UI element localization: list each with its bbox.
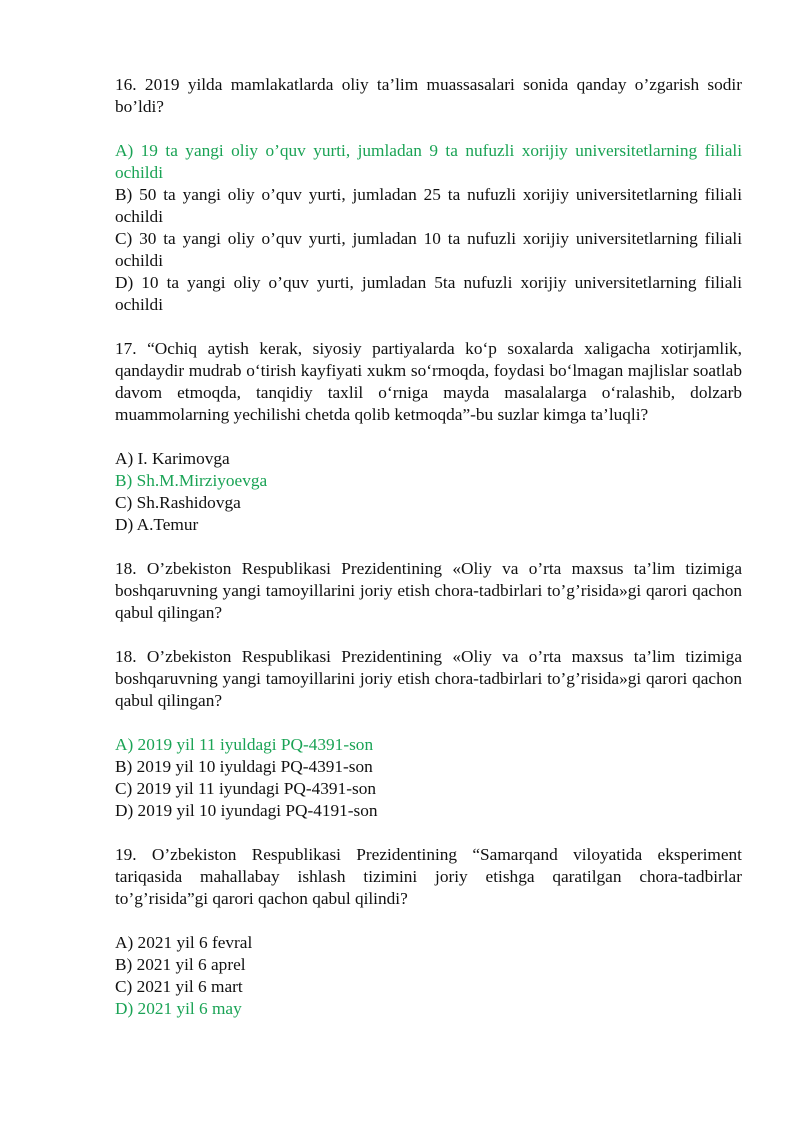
answer-option-correct: A) 2019 yil 11 iyuldagi PQ-4391-son — [115, 735, 374, 754]
answer-option-correct: A) 19 ta yangi oliy o’quv yurti, jumladan 9 ta nufuzli xorijiy universitetlarning filiali ochildi — [115, 141, 742, 182]
answer-option: A) 2021 yil 6 fevral — [115, 933, 253, 952]
question-block-16 — [115, 74, 742, 316]
answer-option: D) 2019 yil 10 iyundagi PQ-4191-son — [115, 801, 378, 820]
document-page — [115, 74, 742, 1042]
spacer — [115, 426, 742, 448]
answer-option-correct: B) Sh.M.Mirziyoevga — [115, 471, 268, 490]
question-text: 18. O’zbekiston Respublikasi Prezidentining «Oliy va o’rta maxsus ta’lim tizimiga boshqaruvning yangi tamoyillarini joriy etish chora-tadbirlari to’g’risida»gi qarori qachon qabul qilingan? — [115, 647, 742, 710]
spacer — [115, 910, 742, 932]
question-text: 19. O’zbekiston Respublikasi Prezidentining “Samarqand viloyatida eksperiment tariqasida mahallabay ishlash tizimini joriy etishga qaratilgan chora-tadbirlar to’g’risida”gi qarori qachon qabul qilindi? — [115, 845, 742, 908]
answer-option: C) Sh.Rashidovga — [115, 493, 241, 512]
question-text: 18. O’zbekiston Respublikasi Prezidentining «Oliy va o’rta maxsus ta’lim tizimiga boshqaruvning yangi tamoyillarini joriy etish chora-tadbirlari to’g’risida»gi qarori qachon qabul qilingan? — [115, 559, 742, 622]
answer-option: B) 2019 yil 10 iyuldagi PQ-4391-son — [115, 757, 373, 776]
question-text: 17. “Ochiq aytish kerak, siyosiy partiyalarda ko‘p soxalarda xaligacha xotirjamlik, qandaydir mudrab o‘tirish kayfiyati xukm so‘rmoqda, foydasi bo‘lmagan majlislar soatlab davom etmoqda, tanqidiy taxlil o‘rniga mayda masalalarga o‘ralashib, dolzarb muammolarning yechilishi chetda qolib ketmoqda”-bu suzlar kimga ta’luqli? — [115, 339, 742, 424]
answer-option: C) 2019 yil 11 iyundagi PQ-4391-son — [115, 779, 376, 798]
question-block-18-duplicate — [115, 558, 742, 624]
question-block-19 — [115, 844, 742, 1020]
question-block-17 — [115, 338, 742, 536]
spacer — [115, 118, 742, 140]
answer-option: D) 10 ta yangi oliy o’quv yurti, jumladan 5ta nufuzli xorijiy universitetlarning filiali ochildi — [115, 273, 742, 314]
spacer — [115, 712, 742, 734]
answer-options — [115, 140, 742, 316]
answer-option: A) I. Karimovga — [115, 449, 230, 468]
answer-options — [115, 932, 742, 1020]
answer-option: D) A.Temur — [115, 515, 199, 534]
answer-option-correct: D) 2021 yil 6 may — [115, 999, 242, 1018]
answer-option: C) 30 ta yangi oliy o’quv yurti, jumladan 10 ta nufuzli xorijiy universitetlarning filiali ochildi — [115, 229, 742, 270]
answer-options — [115, 448, 742, 536]
answer-option: B) 50 ta yangi oliy o’quv yurti, jumladan 25 ta nufuzli xorijiy universitetlarning filiali ochildi — [115, 185, 742, 226]
answer-option: B) 2021 yil 6 aprel — [115, 955, 246, 974]
question-text: 16. 2019 yilda mamlakatlarda oliy ta’lim muassasalari sonida qanday o’zgarish sodir bo’ldi? — [115, 75, 742, 116]
answer-options — [115, 734, 742, 822]
question-block-18 — [115, 646, 742, 822]
answer-option: C) 2021 yil 6 mart — [115, 977, 243, 996]
